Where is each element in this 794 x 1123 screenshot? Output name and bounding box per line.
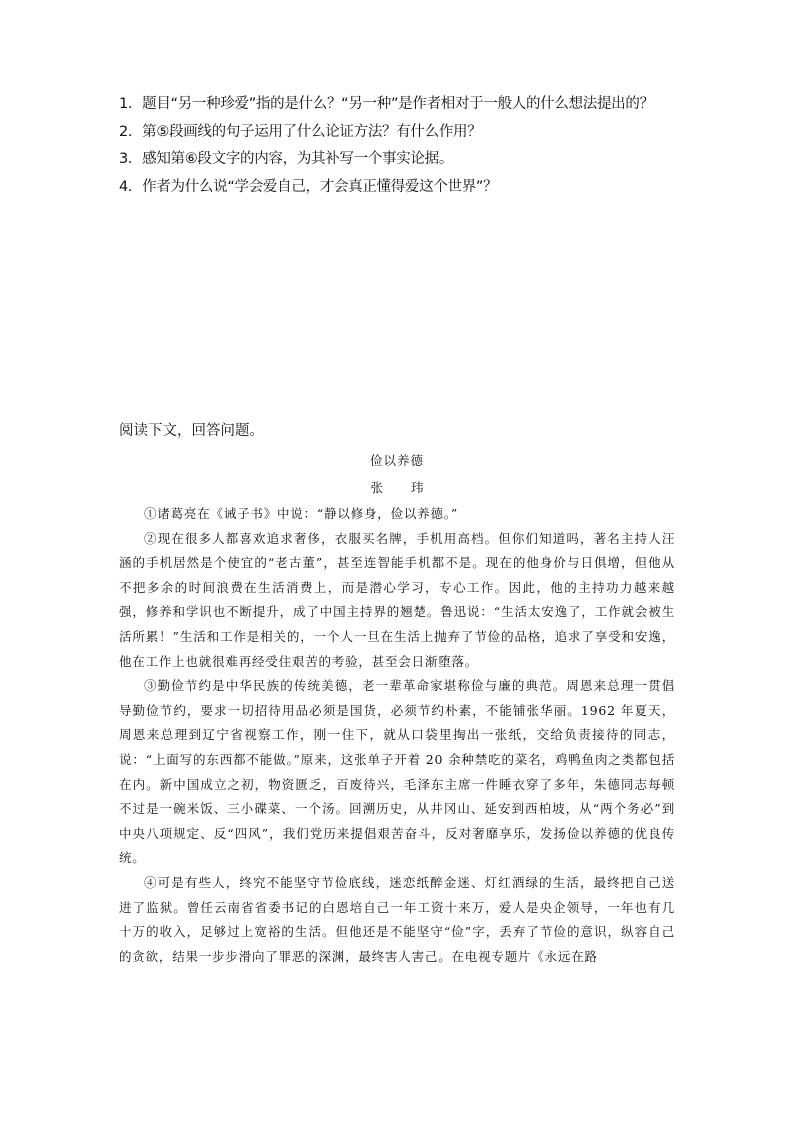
question-item: 4．作者为什么说“学会爱自己，才会真正懂得爱这个世界”？ <box>119 178 498 195</box>
article-body <box>119 502 675 969</box>
article-paragraph: ②现在很多人都喜欢追求奢侈，衣服买名牌，手机用高档。但你们知道吗，著名主持人汪涵的手机居然是个使宜的“老古董”，甚至连智能手机都不是。现在的他身价与日俱增，但他从不把多余的时间浪费在生活消费上，而是潜心学习，专心工作。因此，他的主持功力越来越强，修养和学识也不断提升，成了中国主持界的翘楚。鲁迅说：“生活太安逸了，工作就会被生活所累！”生活和工作是相关的，一个人一旦在生活上抛弃了节俭的品格，追求了享受和安逸，他在工作上也就很难再经受住艰苦的考验，甚至会日渐堕落。 <box>119 530 675 669</box>
article-paragraph: ①诸葛亮在《诫子书》中说：“静以修身，俭以养德。” <box>144 506 459 521</box>
question-item: 3．感知第⑥段文字的内容，为其补写一个事实论据。 <box>119 151 454 167</box>
article-author: 张 玮 <box>370 480 436 495</box>
article-paragraph: ③勤俭节约是中华民族的传统美德，老一辈革命家堪称俭与廉的典范。周恩来总理一贯倡导勤俭节约，要求一切招待用品必须是国货，必须节约朴素，不能铺张华丽。1962 年夏天，周恩来总理到辽宁省视察工作，刚一住下，就从口袋里掏出一张纸，交给负责接待的同志，说：“上面写的东西都不能做。”原来，这张单子开着 20 余种禁吃的菜名，鸡鸭鱼肉之类都包括在内。新中国成立之初，物资匮乏，百废待兴，毛泽东主席一件睡衣穿了多年，朱德同志每顿不过是一碗米饭、三小碟菜、一个汤。回溯历史，从井冈山、延安到西柏坡，从“两个务必”到中央八项规定、反“四风”，我们党历来提倡艰苦奋斗，反对奢靡享乐，发扬俭以养德的优良传统。 <box>119 678 675 866</box>
article-paragraph: ④可是有些人，终究不能坚守节俭底线，迷恋纸醉金迷、灯红酒绿的生活，最终把自己送进了监狱。曾任云南省省委书记的白恩培自己一年工资十来万，爱人是央企领导，一年也有几十万的收入，足够过上宽裕的生活。但他还是不能坚守“俭”字，丢弃了节俭的意识，纵容自己的贪欲，结果一步步滑向了罪恶的深渊，最终害人害己。在电视专题片《永远在路 <box>119 874 675 964</box>
reading-instruction: 阅读下文，回答问题。 <box>119 423 264 439</box>
question-list <box>119 91 699 201</box>
question-item: 2．第⑤段画线的句子运用了什么论证方法？有什么作用？ <box>119 123 482 140</box>
question-item: 1．题目“另一种珍爱”指的是什么？“另一种”是作者相对于一般人的什么想法提出的？ <box>119 96 654 112</box>
article-title: 俭以养德 <box>369 453 424 468</box>
